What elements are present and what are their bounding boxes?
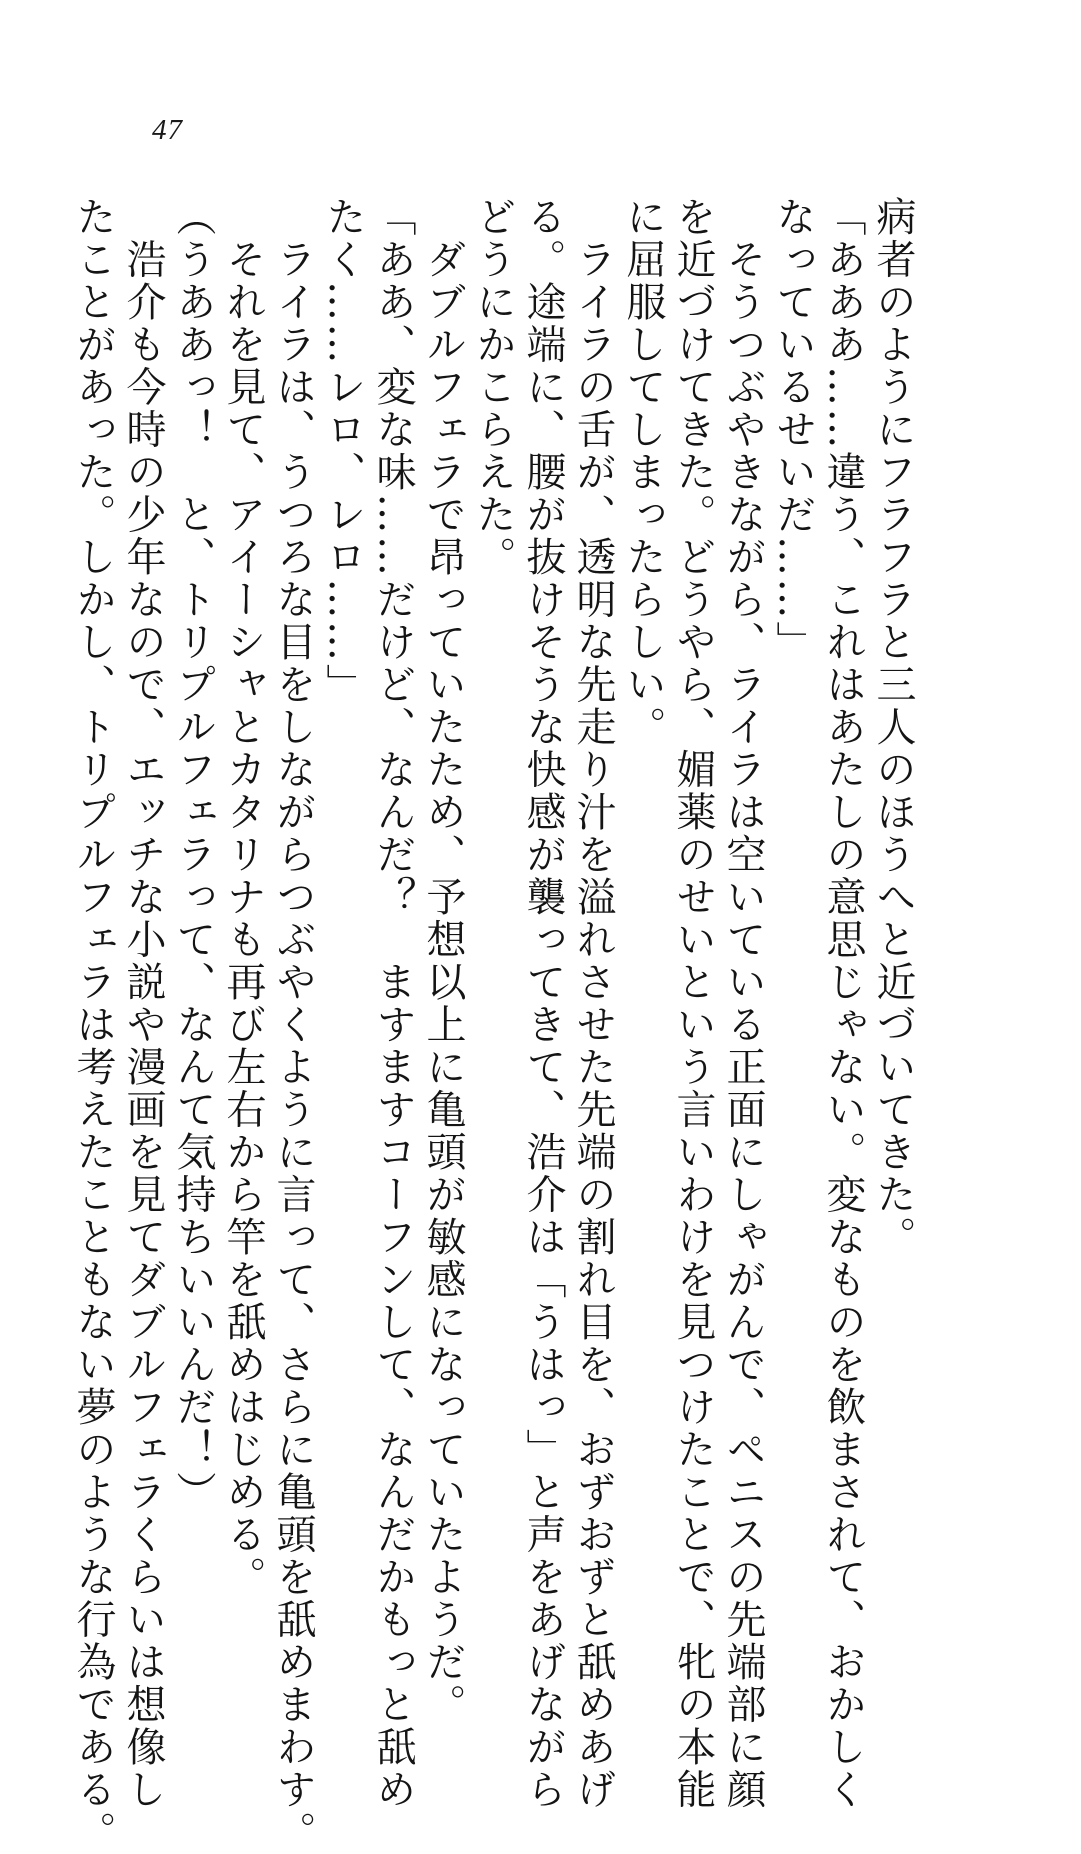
text-line: そうつぶやきながら、ライラは空いている正面にしゃがんで、ペニスの先端部に顔 [720, 196, 766, 1811]
text-line: それを見て、アイーシャとカタリナも再び左右から竿を舐めはじめる。 [220, 196, 266, 1599]
text-line: る。途端に、腰が抜けそうな快感が襲ってきて、浩介は「うはっ」と声をあげながら [520, 196, 566, 1811]
text-line: ライラは、うつろな目をしながらつぶやくように言って、さらに亀頭を舐めまわす。 [270, 196, 316, 1854]
text-line: たことがあった。しかし、トリプルフェラは考えたこともない夢のような行為である。 [70, 196, 116, 1854]
text-line: ライラの舌が、透明な先走り汁を溢れさせた先端の割れ目を、おずおずと舐めあげ [570, 196, 616, 1811]
text-line: たく……レロ、レロ……」 [320, 196, 366, 706]
text-line: 浩介も今時の少年なので、エッチな小説や漫画を見てダブルフェラくらいは想像し [120, 196, 166, 1811]
text-line: 「あああ……違う、これはあたしの意思じゃない。変なものを飲まされて、おかしく [820, 196, 866, 1811]
text-line: 病者のようにフラフラと三人のほうへと近づいてきた。 [870, 196, 916, 1259]
page-number: 47 [152, 114, 183, 146]
text-line: を近づけてきた。どうやら、媚薬のせいという言いわけを見つけたことで、牝の本能 [670, 196, 716, 1811]
text-line: （うああっ！ と、トリプルフェラって、なんて気持ちいいんだ！） [170, 196, 216, 1514]
text-line: どうにかこらえた。 [470, 196, 516, 579]
text-line: ダブルフェラで昂っていたため、予想以上に亀頭が敏感になっていたようだ。 [420, 196, 466, 1726]
text-line: 「ああ、変な味……だけど、なんだ？ ますますコーフンして、なんだかもっと舐め [370, 196, 416, 1811]
body-text [68, 196, 918, 1854]
text-line: なっているせいだ……」 [770, 196, 816, 664]
text-line: に屈服してしまったらしい。 [620, 196, 666, 749]
